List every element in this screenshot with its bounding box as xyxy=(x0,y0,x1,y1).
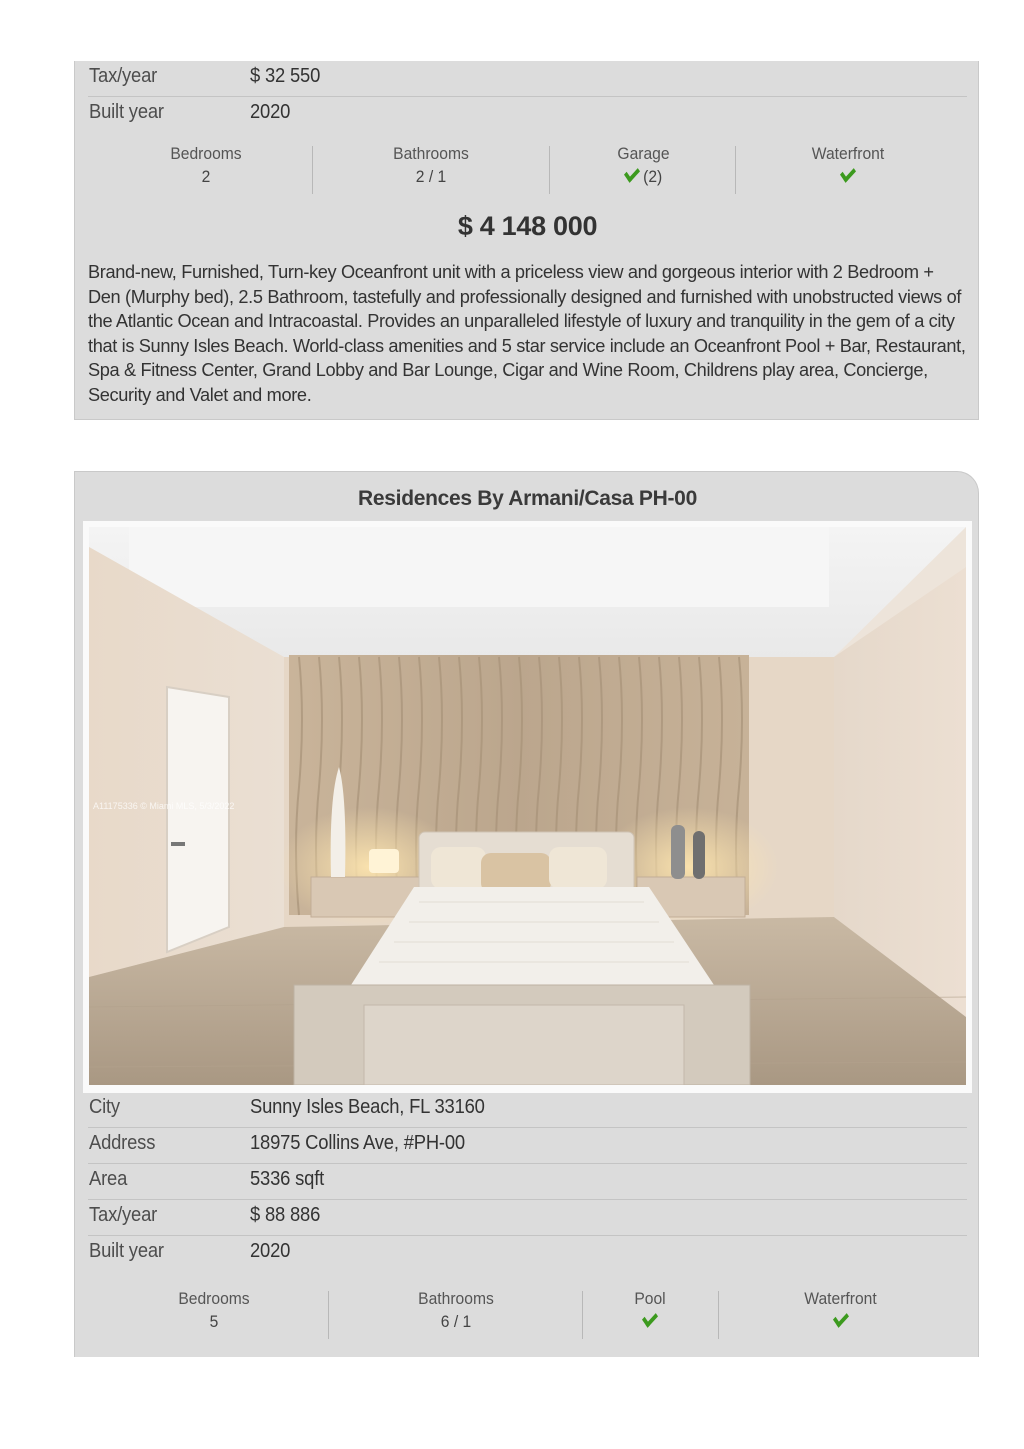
feature-label: Waterfront xyxy=(811,144,885,163)
features-bar xyxy=(88,144,967,194)
check-icon xyxy=(624,163,640,182)
detail-label: Tax/year xyxy=(89,65,158,87)
detail-label: Area xyxy=(89,1168,128,1190)
details-table xyxy=(88,61,967,133)
feature-value: 2 xyxy=(201,167,211,186)
check-icon xyxy=(840,163,856,182)
feature-label: Bathrooms xyxy=(418,1289,494,1308)
feature-value: (2) xyxy=(643,167,663,186)
photo-watermark: A11175336 © Miami MLS, 5/3/2022 xyxy=(93,801,235,811)
feature-value: 6 / 1 xyxy=(440,1312,472,1331)
detail-row-tax xyxy=(88,1200,967,1236)
detail-value: $ 32 550 xyxy=(250,65,321,87)
detail-row-area xyxy=(88,1164,967,1200)
feature-label: Bedrooms xyxy=(178,1289,250,1308)
divider xyxy=(549,146,550,194)
feature-waterfront xyxy=(778,1289,903,1339)
feature-label: Pool xyxy=(634,1289,666,1308)
check-icon xyxy=(833,1308,849,1327)
detail-value: 2020 xyxy=(250,1240,291,1262)
listing-photo[interactable] xyxy=(89,527,966,1085)
feature-bedrooms xyxy=(148,144,264,194)
listing-photo-frame xyxy=(83,521,972,1093)
feature-bathrooms xyxy=(368,144,494,194)
feature-label: Garage xyxy=(617,144,670,163)
price: $ 4 148 000 xyxy=(457,211,598,241)
feature-bedrooms xyxy=(156,1289,272,1339)
feature-bathrooms xyxy=(393,1289,519,1339)
detail-value: Sunny Isles Beach, FL 33160 xyxy=(250,1096,485,1118)
feature-label: Bathrooms xyxy=(393,144,469,163)
feature-label: Bedrooms xyxy=(170,144,242,163)
detail-value: $ 88 886 xyxy=(250,1204,321,1226)
detail-label: City xyxy=(89,1096,120,1118)
detail-row-tax xyxy=(88,61,967,97)
detail-label: Built year xyxy=(89,1240,164,1262)
divider xyxy=(582,1291,583,1339)
divider xyxy=(328,1291,329,1339)
divider xyxy=(312,146,313,194)
listing-card-2 xyxy=(74,471,979,1357)
details-table xyxy=(88,1092,967,1272)
divider xyxy=(735,146,736,194)
features-bar xyxy=(88,1289,967,1339)
feature-pool xyxy=(610,1289,690,1339)
detail-value: 5336 sqft xyxy=(250,1168,325,1190)
detail-row-built-year xyxy=(88,97,967,133)
detail-label: Tax/year xyxy=(89,1204,158,1226)
listing-title[interactable]: Residences By Armani/Casa PH-00 xyxy=(358,487,697,510)
listing-description: Brand-new, Furnished, Turn-key Oceanfront unit with a priceless view and gorgeous interior with 2 Bedroom + Den (Murphy bed), 2.5 Bathroom, tastefully and professionally designed and furnished with unobstructed views of the Atlantic Ocean and Intracoastal. Provides an unparalleled lifestyle of luxury and tranquility in the gem of a city that is Sunny Isles Beach. World-class amenities and 5 star service include an Oceanfront Pool + Bar, Restaurant, Spa & Fitness Center, Grand Lobby and Bar Lounge, Cigar and Wine Room, Childrens play area, Concierge, Security and Valet and more. xyxy=(88,262,966,405)
detail-label: Built year xyxy=(89,101,164,123)
divider xyxy=(718,1291,719,1339)
detail-row-address xyxy=(88,1128,967,1164)
detail-value: 2020 xyxy=(250,101,291,123)
detail-label: Address xyxy=(89,1132,156,1154)
feature-value: 5 xyxy=(209,1312,219,1331)
feature-label: Waterfront xyxy=(804,1289,877,1308)
listing-card-1 xyxy=(74,61,979,420)
feature-value: 2 / 1 xyxy=(415,167,447,186)
detail-row-city xyxy=(88,1092,967,1128)
detail-row-built-year xyxy=(88,1236,967,1272)
check-icon xyxy=(642,1308,658,1327)
detail-value: 18975 Collins Ave, #PH-00 xyxy=(250,1132,465,1154)
feature-waterfront xyxy=(788,144,908,194)
bedroom-photo xyxy=(89,527,966,1085)
feature-garage xyxy=(596,144,691,194)
